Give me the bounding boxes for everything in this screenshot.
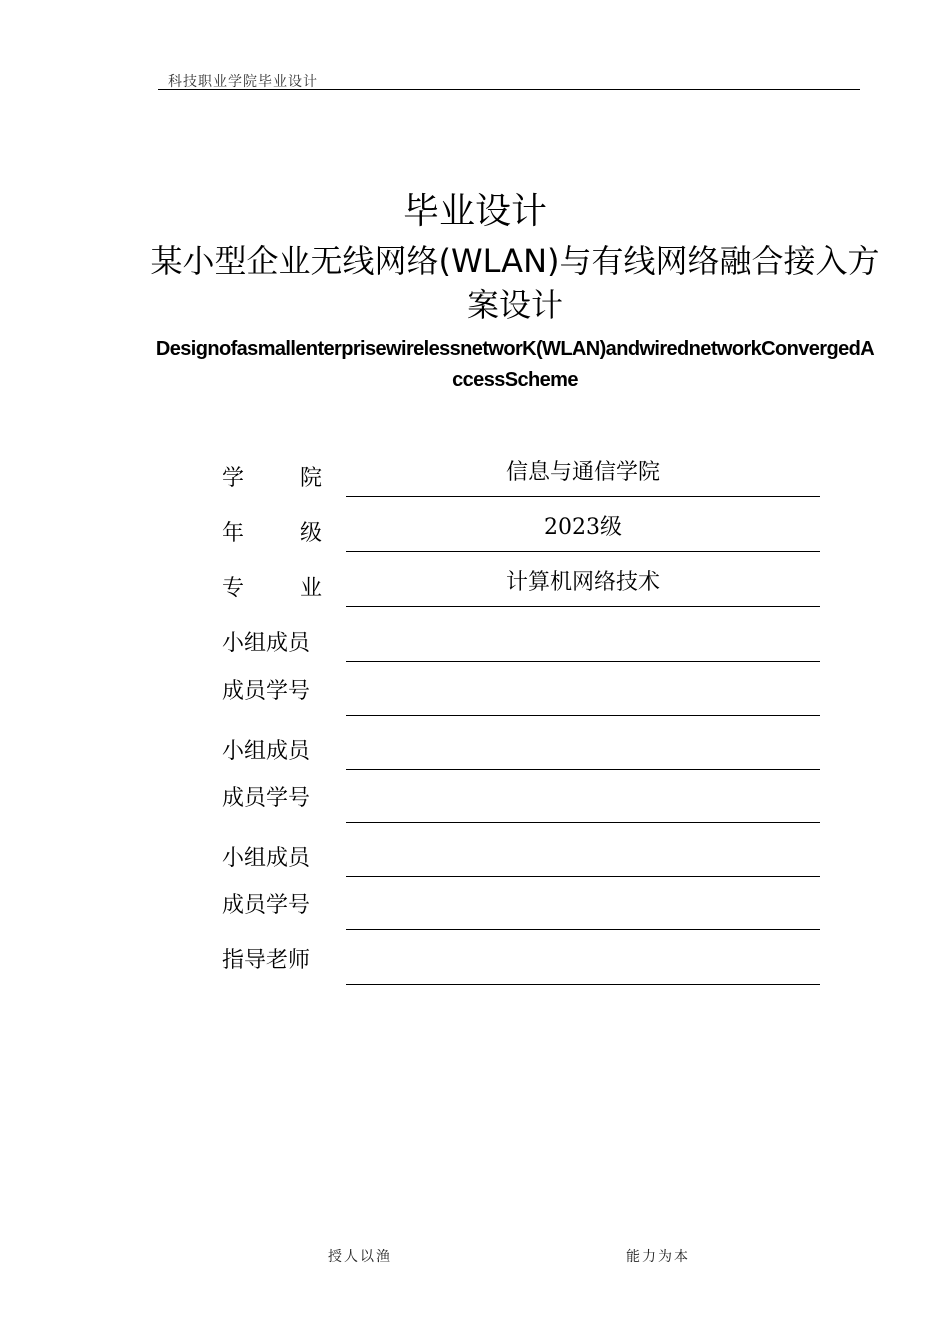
form-row-member-id-2 — [222, 783, 820, 823]
college-underline — [346, 496, 820, 497]
member-id-underline — [346, 822, 820, 823]
form-row-member-2 — [222, 730, 820, 770]
member-id-label: 成员学号 — [222, 893, 311, 918]
member-id-label: 成员学号 — [222, 679, 311, 704]
advisor-underline — [346, 984, 820, 985]
page-header — [158, 69, 860, 90]
advisor-label: 指导老师 — [222, 948, 311, 973]
project-title-english: DesignofasmallenterprisewirelessnetworK(WLAN)andwirednetworkConvergedAccessScheme — [155, 338, 875, 391]
grade-underline — [346, 551, 820, 552]
project-title-chinese: 某小型企业无线网络(WLAN)与有线网络融合接入方案设计 — [150, 242, 880, 324]
member-underline — [346, 769, 820, 770]
form-row-major — [222, 567, 820, 607]
footer-motto-right: 能力为本 — [626, 1249, 690, 1265]
member-label: 小组成员 — [222, 739, 311, 764]
form-row-college — [222, 457, 820, 497]
document-title: 毕业设计 — [402, 191, 547, 232]
member-id-underline — [346, 715, 820, 716]
member-label: 小组成员 — [222, 631, 311, 656]
form-row-member-id-3 — [222, 890, 820, 930]
major-underline — [346, 606, 820, 607]
member-label: 小组成员 — [222, 846, 311, 871]
header-text: 科技职业学院毕业设计 — [168, 74, 318, 90]
member-id-label: 成员学号 — [222, 786, 311, 811]
form-row-advisor — [222, 945, 820, 985]
member-id-underline — [346, 929, 820, 930]
grade-label: 年 级 — [222, 521, 322, 546]
major-value: 计算机网络技术 — [505, 570, 660, 595]
college-value: 信息与通信学院 — [505, 460, 660, 485]
grade-value: 2023级 — [544, 515, 622, 540]
form-row-grade — [222, 512, 820, 552]
major-label: 专 业 — [222, 576, 322, 601]
member-underline — [346, 876, 820, 877]
form-row-member-1 — [222, 622, 820, 662]
member-underline — [346, 661, 820, 662]
form-row-member-id-1 — [222, 676, 820, 716]
college-label: 学 院 — [222, 466, 322, 491]
footer-motto-left: 授人以渔 — [328, 1249, 392, 1265]
form-row-member-3 — [222, 837, 820, 877]
